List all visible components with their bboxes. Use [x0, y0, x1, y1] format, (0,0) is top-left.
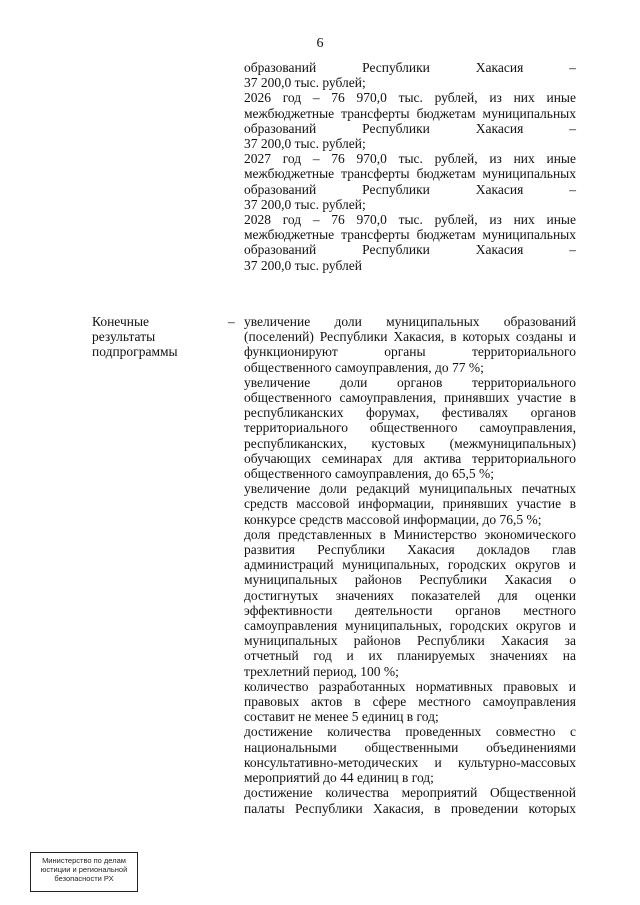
text-line: республиканских, кустовых (межмуниципальных) — [244, 435, 576, 451]
term-line: результаты — [92, 329, 156, 345]
text-line: консультативно-методических и культурно-массовых — [244, 754, 576, 770]
ministry-stamp — [30, 852, 138, 892]
stamp-line: Министерство по делам — [42, 856, 126, 865]
text-line: достигнутых значениях показателей для оценки — [244, 587, 576, 603]
results-text-block — [244, 314, 576, 816]
text-line: 2026 год – 76 970,0 тыс. рублей, из них иные — [244, 90, 576, 106]
text-line: межбюджетные трансферты бюджетам муниципальных — [244, 227, 576, 243]
text-line: образований Республики Хакасия – — [244, 120, 576, 136]
text-line: обучающих семинарах для актива территориального — [244, 450, 576, 466]
text-line: самоуправления муниципальных, городских округов и — [244, 618, 576, 634]
text-line: муниципальных районов Республики Хакасия о — [244, 572, 576, 588]
text-line: палаты Республики Хакасия, в проведении которых — [244, 800, 576, 816]
text-line: образований Республики Хакасия – — [244, 60, 576, 75]
text-line: конкурсе средств массовой информации, до 76,5 %; — [244, 511, 542, 527]
term-line: подпрограммы — [92, 344, 178, 360]
text-line: территориального общественного самоуправления, — [244, 420, 576, 436]
row-dash: – — [228, 314, 235, 329]
text-line: муниципальных районов Республики Хакасия за — [244, 633, 576, 649]
text-line: межбюджетные трансферты бюджетам муниципальных — [244, 105, 576, 121]
text-line: образований Республики Хакасия – — [244, 242, 576, 258]
text-line: образований Республики Хакасия – — [244, 181, 576, 197]
text-line: правовых актов в сфере местного самоуправления — [244, 694, 576, 710]
text-line: средств массовой информации, принявших участие в — [244, 496, 576, 512]
text-line: 37 200,0 тыс. рублей — [244, 257, 362, 273]
stamp-line: безопасности РХ — [54, 874, 114, 883]
text-line: 2027 год – 76 970,0 тыс. рублей, из них иные — [244, 151, 576, 167]
stamp-line: юстиции и региональной — [40, 865, 128, 874]
text-line: общественного самоуправления, до 77 %; — [244, 359, 484, 375]
text-line: увеличение доли редакций муниципальных печатных — [244, 481, 576, 497]
text-line: доля представленных в Министерство экономического — [244, 526, 576, 542]
text-line: составит не менее 5 единиц в год; — [244, 709, 439, 725]
text-line: республиканских форумах, фестивалях органов — [244, 405, 576, 421]
text-line: эффективности деятельности органов местного — [244, 602, 576, 618]
text-line: достижение количества проведенных совместно с — [244, 724, 576, 740]
funding-text-block — [244, 60, 576, 273]
text-line: достижение количества мероприятий Общественной — [244, 785, 576, 801]
text-line: увеличение доли муниципальных образований — [244, 314, 576, 329]
text-line: трехлетний период, 100 %; — [244, 663, 399, 679]
text-line: 2028 год – 76 970,0 тыс. рублей, из них иные — [244, 212, 576, 228]
text-line: администраций муниципальных, городских округов и — [244, 557, 576, 573]
text-line: 37 200,0 тыс. рублей; — [244, 136, 366, 152]
text-line: отчетный год и их планируемых значениях на — [244, 648, 576, 664]
text-line: межбюджетные трансферты бюджетам муниципальных — [244, 166, 576, 182]
text-line: количество разработанных нормативных правовых и — [244, 678, 576, 694]
text-line: 37 200,0 тыс. рублей; — [244, 75, 366, 91]
text-line: 37 200,0 тыс. рублей; — [244, 196, 366, 212]
text-line: (поселений) Республики Хакасия, в которых созданы и — [244, 329, 576, 345]
text-line: национальными общественными объединениями — [244, 739, 576, 755]
text-line: развития Республики Хакасия докладов глав — [244, 542, 576, 558]
text-line: функционируют органы территориального — [244, 344, 576, 360]
page-number: 6 — [316, 36, 324, 51]
row-term — [92, 314, 222, 360]
text-line: общественного самоуправления, до 65,5 %; — [244, 466, 495, 482]
term-line: Конечные — [92, 314, 150, 329]
text-line: увеличение доли органов территориального — [244, 374, 576, 390]
text-line: мероприятий до 44 единиц в год; — [244, 770, 434, 786]
text-line: общественного самоуправления, принявших участие в — [244, 390, 576, 406]
